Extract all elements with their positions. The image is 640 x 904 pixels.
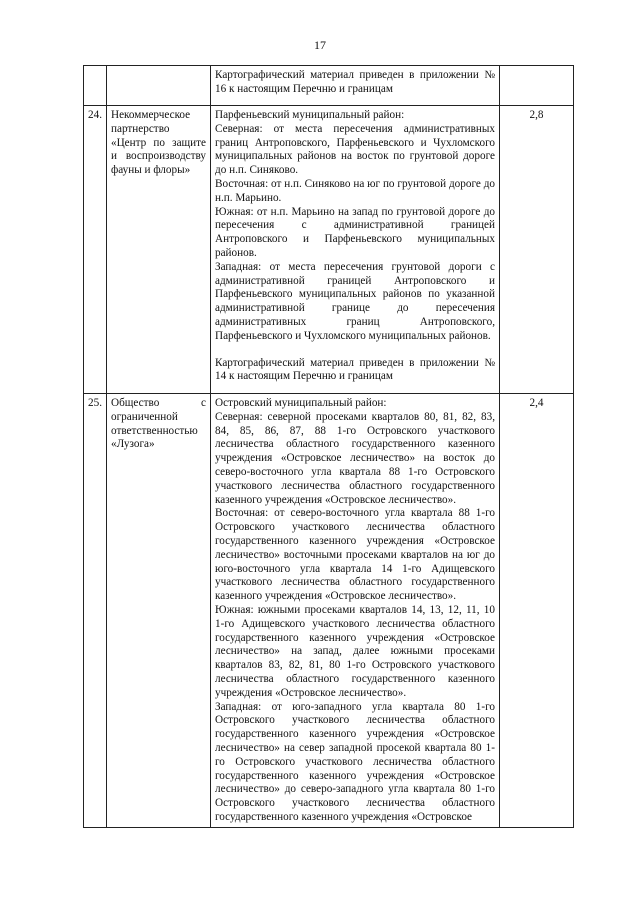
description-paragraph: Западная: от места пересечения грунтовой дороги с административной границей Антроповского и Парфеньевского муниципальных районов по указанной административной границе до пересечения административных границ Антроповского, Парфеньевского и Чухломского муниципальных районов. [215, 260, 495, 342]
table-row [84, 394, 574, 828]
page-number: 17 [314, 38, 326, 52]
boundary-description [211, 66, 500, 106]
description-paragraph: Картографический материал приведен в приложении № 16 к настоящим Перечню и границам [215, 69, 495, 95]
description-paragraph: Восточная: от н.п. Синяково на юг по грунтовой дороге до н.п. Марьино. [215, 177, 495, 204]
description-paragraph: Восточная: от северо-восточного угла квартала 88 1-го Островского участкового лесничества областного государственного казенного учреждения «Островское лесничество» восточными просеками кварталов на юг до юго-восточного угла квартала 14 1-го Адищевского участкового лесничества областного государственного казенного учреждения «Островское лесничество». [215, 507, 495, 603]
description-paragraph: Островский муниципальный район: [215, 397, 387, 409]
description-paragraph: Северная: от места пересечения административных границ Антроповского, Парфеньевского и Чухломского муниципальных районов на восток по грунтовой дороге до н.п. Синяково. [215, 122, 495, 177]
organization-name: Общество с ограниченной ответственностью «Лузога» [107, 394, 211, 828]
table-row [84, 66, 574, 106]
description-paragraph: Картографический материал приведен в приложении № 14 к настоящим Перечню и границам [215, 356, 495, 383]
row-number [84, 66, 107, 106]
area-value: 2,4 [500, 394, 574, 828]
description-paragraph: Северная: северной просеками кварталов 80, 81, 82, 83, 84, 85, 86, 87, 88 1-го Островского участкового лесничества областного государственного казенного учреждения «Островское лесничество» на восток до северо-восточного угла квартала 88 1-го Островского участкового лесничества областного государственного казенного учреждения «Островское лесничество». [215, 410, 495, 506]
boundary-description [211, 106, 500, 394]
hunting-grounds-table [83, 65, 574, 828]
table-row [84, 106, 574, 394]
organization-name [107, 66, 211, 106]
area-value [500, 66, 574, 106]
paragraph-spacer [215, 344, 495, 357]
description-paragraph: Парфеньевский муниципальный район: [215, 109, 405, 121]
boundary-description [211, 394, 500, 828]
description-paragraph: Западная: от юго-западного угла квартала 80 1-го Островского участкового лесничества областного государственного казенного учреждения «Островское лесничество» на север западной просекой квартала 80 1-го Островского участкового лесничества областного государственного казенного учреждения «Островское лесничество» до северо-западного угла квартала 80 1-го Островского участкового лесничества областного государственного казенного учреждения «Островское [215, 700, 495, 823]
row-number: 25. [84, 394, 107, 828]
row-number: 24. [84, 106, 107, 394]
area-value: 2,8 [500, 106, 574, 394]
organization-name: Некоммерческое партнерство «Центр по защите и воспроизводству фауны и флоры» [107, 106, 211, 394]
description-paragraph: Южная: южными просеками кварталов 14, 13, 12, 11, 10 1-го Адищевского участкового лесничества областного государственного казенного учреждения «Островское лесничество» на запад, далее южными просеками кварталов 83, 82, 81, 80 1-го Островского участкового лесничества областного государственного казенного учреждения «Островское лесничество». [215, 603, 495, 699]
description-paragraph: Южная: от н.п. Марьино на запад по грунтовой дороге до пересечения с административной границей Антроповского и Парфеньевского муниципальных районов. [215, 205, 495, 259]
